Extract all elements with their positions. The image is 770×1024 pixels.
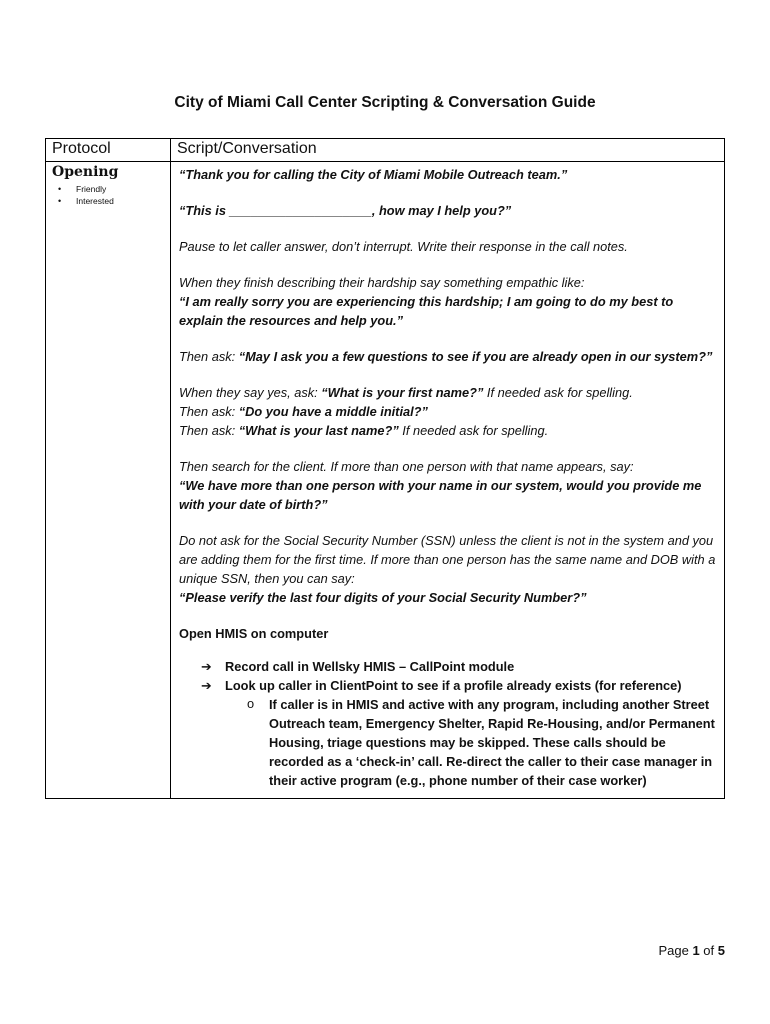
middle-initial-question: “Do you have a middle initial?” xyxy=(238,404,428,419)
step-list xyxy=(179,657,716,790)
list-item xyxy=(179,695,716,790)
script-cell xyxy=(171,162,725,799)
hollow-bullet-icon: o xyxy=(247,696,255,711)
ssn-block xyxy=(179,531,716,607)
then-ask: Then ask: xyxy=(179,423,239,438)
step-text: Record call in Wellsky HMIS – CallPoint module xyxy=(225,659,515,674)
opening-heading: Opening xyxy=(52,164,119,180)
page-current: 1 xyxy=(692,943,700,958)
empathy-intro: When they finish describing their hardship say something empathic like: xyxy=(179,275,585,290)
search-intro: Then search for the client. If more than one person with that name appears, say: xyxy=(179,459,634,474)
page-total: 5 xyxy=(717,943,725,958)
then-ask: Then ask: xyxy=(179,404,239,419)
step-text: Look up caller in ClientPoint to see if a profile already exists (for reference) xyxy=(225,678,682,693)
arrow-right-icon: ➔ xyxy=(201,678,212,693)
document-title: City of Miami Call Center Scripting & Conversation Guide xyxy=(174,94,596,111)
table-row xyxy=(46,162,725,799)
empathy-block xyxy=(179,273,716,330)
sub-step-text: If caller is in HMIS and active with any program, including another Street Outreach team, Emergency Shelter, Rapid Re-Housing, and/or Permanent Housing, triage questions may be skipped. These calls should be recorded as a ‘check-in’ call. Re-direct the caller to their case manager in their active program (e.g., phone number of their case worker) xyxy=(269,697,715,788)
list-item xyxy=(179,676,716,790)
ssn-quote: “Please verify the last four digits of your Social Security Number?” xyxy=(179,590,587,605)
greeting-line: “Thank you for calling the City of Miami Mobile Outreach team.” xyxy=(179,167,568,182)
dob-quote: “We have more than one person with your name in our system, would you provide me with your date of birth?” xyxy=(179,478,702,512)
table-header-row xyxy=(46,139,725,162)
arrow-right-icon: ➔ xyxy=(201,659,212,674)
page-label: Page xyxy=(658,943,693,958)
ask-block xyxy=(179,347,716,366)
this-is-line: “This is ____________________, how may I help you?” xyxy=(179,203,512,218)
spelling-note: If needed ask for spelling. xyxy=(398,423,549,438)
yes-intro: When they say yes, ask: xyxy=(179,385,322,400)
ask-quote: “May I ask you a few questions to see if you are already open in our system?” xyxy=(238,349,713,364)
protocol-header: Protocol xyxy=(46,139,171,162)
protocol-cell xyxy=(46,162,171,799)
spelling-note: If needed ask for spelling. xyxy=(483,385,633,400)
name-questions-block xyxy=(179,383,716,440)
page-number xyxy=(658,943,725,958)
search-block xyxy=(179,457,716,514)
sub-step-list xyxy=(179,695,716,790)
page-of: of xyxy=(699,943,718,958)
ssn-intro: Do not ask for the Social Security Number (SSN) unless the client is not in the system and you are adding them for the first time. If more than one person has the same name and DOB with a unique SSN, then you can say: xyxy=(179,533,716,586)
trait-item: • Friendly xyxy=(52,183,170,195)
first-name-question: “What is your first name?” xyxy=(321,385,484,400)
script-table xyxy=(45,138,725,799)
empathy-quote: “I am really sorry you are experiencing this hardship; I am going to do my best to explain the resources and help you.” xyxy=(179,294,674,328)
ask-intro: Then ask: xyxy=(179,349,239,364)
trait-item: • Interested xyxy=(52,195,170,207)
pause-line: Pause to let caller answer, don’t interrupt. Write their response in the call notes. xyxy=(179,239,628,254)
list-item xyxy=(179,657,716,676)
trait-list xyxy=(52,183,170,207)
script-header: Script/Conversation xyxy=(171,139,725,162)
open-hmis-line: Open HMIS on computer xyxy=(179,626,329,641)
last-name-question: “What is your last name?” xyxy=(238,423,399,438)
